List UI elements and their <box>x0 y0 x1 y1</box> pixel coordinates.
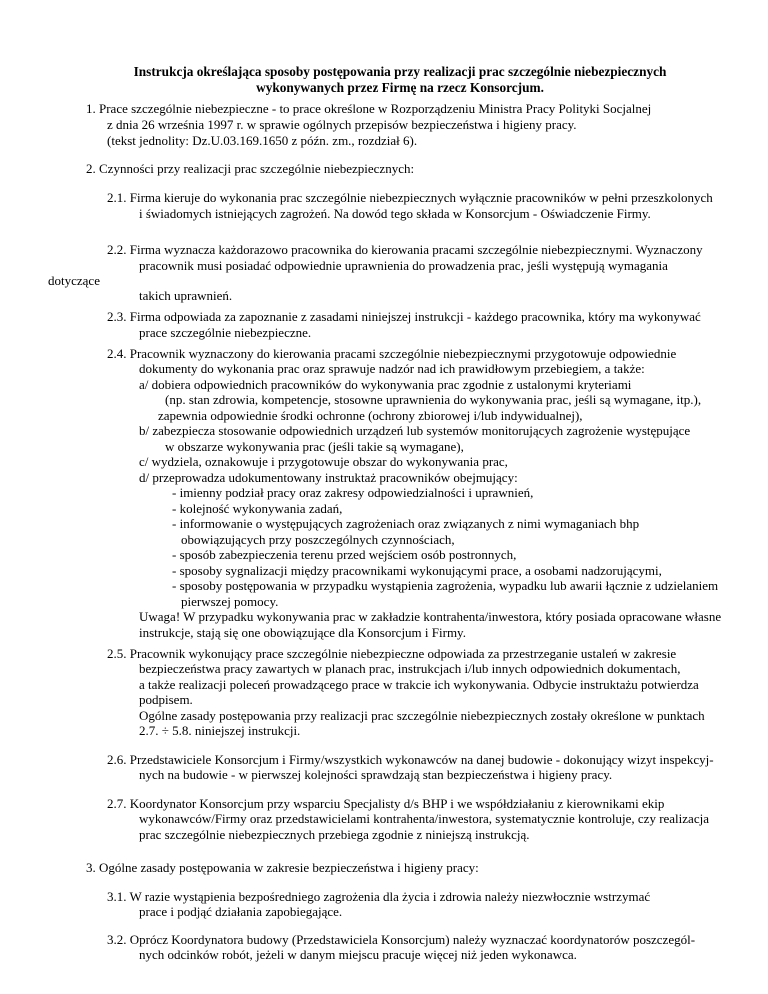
paragraph-2-2-line: pracownik musi posiadać odpowiednie uprawnienia do prowadzenia prac, jeśli występują wymagania <box>139 258 668 273</box>
paragraph-2-4-line: d/ przeprowadza udokumentowany instruktaż pracowników obejmujący: <box>139 470 518 485</box>
paragraph-3-1-line: 3.1. W razie wystąpienia bezpośredniego zagrożenia dla życia i zdrowia należy niezwłocznie wstrzymać <box>107 889 651 904</box>
paragraph-2-2-line: dotyczące <box>48 273 100 288</box>
paragraph-2-5-line: a także realizacji poleceń prowadzącego prace w trakcie ich wykonywania. Odbycie instruktażu potwierdza <box>139 677 699 692</box>
section-3-heading: 3. Ogólne zasady postępowania w zakresie bezpieczeństwa i higieny pracy: <box>86 860 479 875</box>
paragraph-3-1-line: prace i podjąć działania zapobiegające. <box>139 904 343 919</box>
paragraph-2-4-line: 2.4. Pracownik wyznaczony do kierowania pracami szczególnie niebezpiecznymi przygotowuje odpowiednie <box>107 346 677 361</box>
paragraph-2-7-line: prac szczególnie niebezpiecznych przebiega zgodnie z niniejszą instrukcją. <box>139 827 530 842</box>
paragraph-2-2-line: 2.2. Firma wyznacza każdorazowo pracownika do kierowania pracami szczególnie niebezpiecznymi. Wyznaczony <box>107 242 703 257</box>
paragraph-2-4-line: - sposoby sygnalizacji między pracownikami wykonującymi prace, a osobami nadzorującymi, <box>172 563 662 578</box>
paragraph-2-2-line: takich uprawnień. <box>139 288 233 303</box>
paragraph-2-5-line: Ogólne zasady postępowania przy realizacji prac szczególnie niebezpiecznych zostały określone w punktach <box>139 708 705 723</box>
paragraph-2-1-line: 2.1. Firma kieruje do wykonania prac szczególnie niebezpiecznych wyłącznie pracowników w pełni przeszkolonych <box>107 190 713 205</box>
paragraph-2-4-line: w obszarze wykonywania prac (jeśli takie są wymagane), <box>165 439 464 454</box>
paragraph-2-3-line: 2.3. Firma odpowiada za zapoznanie z zasadami niniejszej instrukcji - każdego pracownika, który ma wykonywać <box>107 309 701 324</box>
paragraph-2-5-line: 2.7. ÷ 5.8. niniejszej instrukcji. <box>139 723 301 738</box>
paragraph-2-4-line: - imienny podział pracy oraz zakresy odpowiedzialności i uprawnień, <box>172 485 534 500</box>
paragraph-2-4-line: a/ dobiera odpowiednich pracowników do wykonywania prac zgodnie z ustalonymi kryteriami <box>139 377 632 392</box>
paragraph-2-4-line: instrukcje, stają się one obowiązujące dla Konsorcjum i Firmy. <box>139 625 466 640</box>
paragraph-2-4-line: c/ wydziela, oznakowuje i przygotowuje obszar do wykonywania prac, <box>139 454 508 469</box>
paragraph-2-6-line: 2.6. Przedstawiciele Konsorcjum i Firmy/wszystkich wykonawców na danej budowie - dokonujący wizyt inspekcyj- <box>107 752 714 767</box>
paragraph-2-4-line: obowiązujących przy poszczególnych czynnościach, <box>181 532 455 547</box>
document-title <box>80 64 720 96</box>
paragraph-2-4-line: zapewnia odpowiednie środki ochronne (ochrony zbiorowej i/lub indywidualnej), <box>158 408 583 423</box>
section-2-heading: 2. Czynności przy realizacji prac szczególnie niebezpiecznych: <box>86 161 415 176</box>
paragraph-3-2-line: 3.2. Oprócz Koordynatora budowy (Przedstawiciela Konsorcjum) należy wyznaczać koordynatorów poszczegól- <box>107 932 696 947</box>
paragraph-2-5-line: bezpieczeństwa pracy zawartych w planach prac, instrukcjach i/lub innych odpowiednich dokumentach, <box>139 661 681 676</box>
paragraph-2-5-line: 2.5. Pracownik wykonujący prace szczególnie niebezpieczne odpowiada za przestrzeganie ustaleń w zakresie <box>107 646 677 661</box>
paragraph-2-4-line: - sposoby postępowania w przypadku wystąpienia zagrożenia, wypadku lub awarii łącznie z udzielaniem <box>172 578 719 593</box>
paragraph-2-4-line: - sposób zabezpieczenia terenu przed wejściem osób postronnych, <box>172 547 517 562</box>
paragraph-2-3-line: prace szczególnie niebezpieczne. <box>139 325 312 340</box>
title-line-2: wykonywanych przez Firmę na rzecz Konsorcjum. <box>256 80 544 95</box>
title-line-1: Instrukcja określająca sposoby postępowania przy realizacji prac szczególnie niebezpiecznych <box>133 64 667 79</box>
section-1-line: 1. Prace szczególnie niebezpieczne - to prace określone w Rozporządzeniu Ministra Pracy Polityki Socjalnej <box>86 101 652 116</box>
paragraph-2-4-line: - kolejność wykonywania zadań, <box>172 501 343 516</box>
paragraph-2-4-line: dokumenty do wykonania prac oraz sprawuje nadzór nad ich prawidłowym przebiegiem, a także: <box>139 361 645 376</box>
paragraph-2-4-line: Uwaga! W przypadku wykonywania prac w zakładzie kontrahenta/inwestora, który posiada opracowane własne <box>139 609 722 624</box>
paragraph-2-1-line: i świadomych istniejących zagrożeń. Na dowód tego składa w Konsorcjum - Oświadczenie Firmy. <box>139 206 651 221</box>
paragraph-2-6-line: nych na budowie - w pierwszej kolejności sprawdzają stan bezpieczeństwa i higieny pracy. <box>139 767 613 782</box>
paragraph-2-4-line: (np. stan zdrowia, kompetencje, stosowne uprawnienia do wykonywania prac, jeśli są wymagane, itp.), <box>165 392 702 407</box>
paragraph-2-4-line: b/ zabezpiecza stosowanie odpowiednich urządzeń lub systemów monitorujących zagrożenie występujące <box>139 423 691 438</box>
paragraph-2-7-line: wykonawców/Firmy oraz przedstawicielami kontrahenta/inwestora, systematycznie kontroluje, czy realizacja <box>139 811 709 826</box>
paragraph-2-7-line: 2.7. Koordynator Konsorcjum przy wsparciu Specjalisty d/s BHP i we współdziałaniu z kierownikami ekip <box>107 796 665 811</box>
section-1-line: z dnia 26 września 1997 r. w sprawie ogólnych przepisów bezpieczeństwa i higieny pracy. <box>107 117 577 132</box>
paragraph-2-4-line: - informowanie o występujących zagrożeniach oraz związanych z nimi wymaganiach bhp <box>172 516 640 531</box>
section-1-line: (tekst jednolity: Dz.U.03.169.1650 z późn. zm., rozdział 6). <box>107 133 418 148</box>
paragraph-3-2-line: nych odcinków robót, jeżeli w danym miejscu pracuje więcej niż jeden wykonawca. <box>139 947 577 962</box>
paragraph-2-5-line: podpisem. <box>139 692 193 707</box>
paragraph-2-4-line: pierwszej pomocy. <box>181 594 279 609</box>
